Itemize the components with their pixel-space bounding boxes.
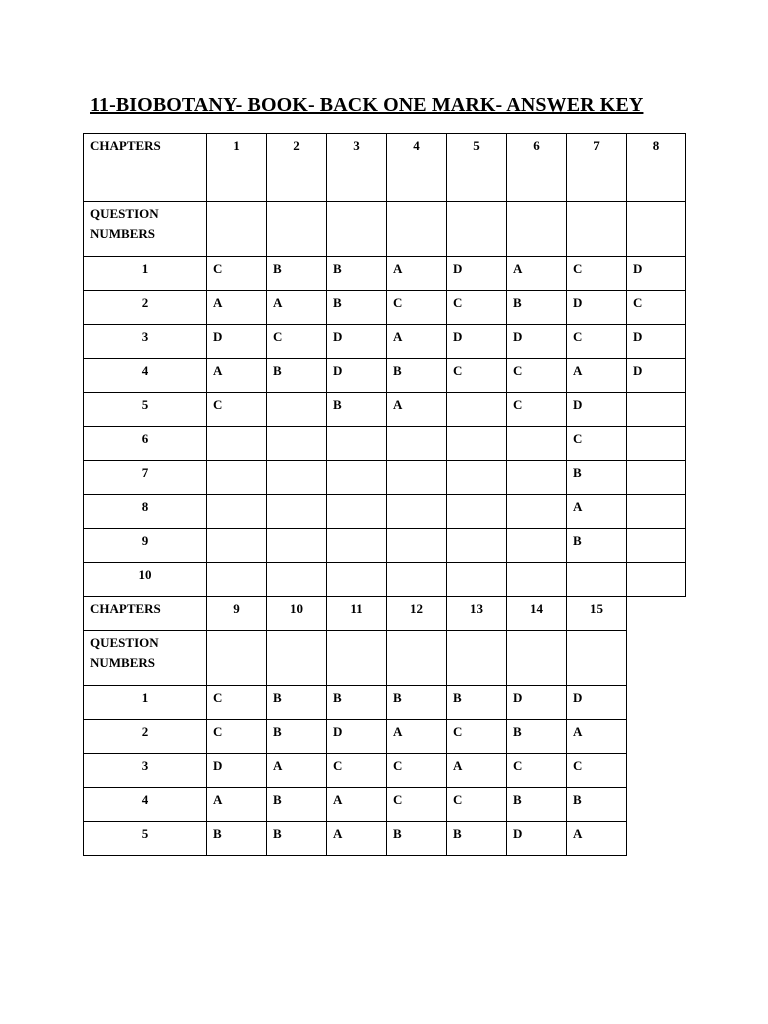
chapter-number: 14: [507, 597, 567, 631]
answer-cell: [387, 563, 447, 597]
answer-cell: D: [327, 720, 387, 754]
table-row: [84, 427, 686, 461]
answer-cell: C: [387, 291, 447, 325]
empty-cell: [447, 202, 507, 257]
chapter-number: 12: [387, 597, 447, 631]
answer-cell: [327, 427, 387, 461]
table-row: [84, 393, 686, 427]
answer-cell: [267, 495, 327, 529]
answer-cell: A: [327, 788, 387, 822]
chapter-number: 8: [627, 134, 686, 202]
answer-cell: B: [267, 359, 327, 393]
answer-cell: D: [507, 325, 567, 359]
empty-cell: [387, 202, 447, 257]
question-number: 4: [84, 788, 207, 822]
empty-cell: [507, 202, 567, 257]
question-numbers-row: [84, 631, 627, 686]
answer-cell: [627, 563, 686, 597]
answer-cell: [387, 461, 447, 495]
empty-cell: [207, 202, 267, 257]
table-row: [84, 563, 686, 597]
answer-key-table-chapters-1-8: [83, 133, 686, 597]
answer-cell: [627, 393, 686, 427]
question-number: 3: [84, 754, 207, 788]
answer-cell: A: [387, 325, 447, 359]
answer-cell: B: [507, 720, 567, 754]
answer-cell: B: [507, 291, 567, 325]
answer-cell: A: [387, 257, 447, 291]
answer-cell: D: [207, 754, 267, 788]
question-numbers-label: QUESTION NUMBERS: [84, 631, 207, 686]
empty-cell: [207, 631, 267, 686]
answer-cell: B: [327, 291, 387, 325]
answer-cell: [447, 393, 507, 427]
question-number: 3: [84, 325, 207, 359]
table-row: [84, 325, 686, 359]
chapters-label: CHAPTERS: [84, 134, 207, 202]
chapter-number: 3: [327, 134, 387, 202]
answer-cell: [327, 529, 387, 563]
empty-cell: [267, 202, 327, 257]
answer-cell: C: [447, 359, 507, 393]
answer-cell: C: [327, 754, 387, 788]
empty-cell: [447, 631, 507, 686]
answer-cell: [627, 461, 686, 495]
answer-cell: C: [387, 788, 447, 822]
answer-cell: A: [267, 754, 327, 788]
answer-cell: [447, 529, 507, 563]
chapter-number: 7: [567, 134, 627, 202]
answer-key-table-chapters-9-15: [83, 596, 627, 856]
answer-cell: [507, 495, 567, 529]
question-number: 10: [84, 563, 207, 597]
answer-cell: [627, 427, 686, 461]
answer-cell: B: [447, 822, 507, 856]
answer-cell: [507, 461, 567, 495]
answer-cell: A: [327, 822, 387, 856]
chapter-number: 5: [447, 134, 507, 202]
answer-cell: B: [507, 788, 567, 822]
answer-cell: C: [507, 393, 567, 427]
answer-cell: [207, 427, 267, 461]
table-row: [84, 529, 686, 563]
answer-cell: A: [207, 291, 267, 325]
chapter-number: 13: [447, 597, 507, 631]
answer-cell: B: [387, 686, 447, 720]
answer-cell: B: [267, 822, 327, 856]
answer-cell: D: [567, 393, 627, 427]
answer-cell: [627, 495, 686, 529]
answer-cell: A: [267, 291, 327, 325]
answer-cell: [327, 461, 387, 495]
answer-cell: [627, 529, 686, 563]
answer-cell: C: [507, 359, 567, 393]
table-row: [84, 822, 627, 856]
answer-cell: D: [507, 822, 567, 856]
question-number: 1: [84, 686, 207, 720]
table-row: [84, 291, 686, 325]
answer-cell: B: [567, 529, 627, 563]
answer-cell: D: [327, 325, 387, 359]
question-number: 7: [84, 461, 207, 495]
answer-cell: D: [447, 257, 507, 291]
answer-cell: A: [387, 393, 447, 427]
answer-cell: [207, 461, 267, 495]
answer-cell: B: [387, 822, 447, 856]
table-row: [84, 788, 627, 822]
answer-cell: [267, 461, 327, 495]
answer-cell: D: [327, 359, 387, 393]
answer-cell: [207, 495, 267, 529]
answer-cell: C: [627, 291, 686, 325]
table-row: [84, 720, 627, 754]
answer-cell: B: [327, 686, 387, 720]
answer-cell: A: [567, 720, 627, 754]
answer-cell: [267, 427, 327, 461]
table-row: [84, 495, 686, 529]
answer-cell: A: [567, 495, 627, 529]
empty-cell: [267, 631, 327, 686]
answer-cell: C: [507, 754, 567, 788]
answer-cell: [327, 563, 387, 597]
chapter-number: 10: [267, 597, 327, 631]
empty-cell: [327, 202, 387, 257]
answer-cell: D: [507, 686, 567, 720]
answer-cell: [447, 563, 507, 597]
answer-cell: [447, 461, 507, 495]
chapters-label: CHAPTERS: [84, 597, 207, 631]
answer-cell: D: [567, 686, 627, 720]
answer-cell: [327, 495, 387, 529]
answer-cell: D: [627, 325, 686, 359]
chapter-number: 9: [207, 597, 267, 631]
table-row: [84, 359, 686, 393]
empty-cell: [627, 202, 686, 257]
answer-cell: D: [447, 325, 507, 359]
page-title: 11-BIOBOTANY- BOOK- BACK ONE MARK- ANSWER KEY: [90, 94, 644, 116]
question-number: 1: [84, 257, 207, 291]
table-row: [84, 257, 686, 291]
answer-cell: B: [567, 788, 627, 822]
answer-cell: A: [567, 822, 627, 856]
answer-cell: [507, 563, 567, 597]
answer-cell: [267, 563, 327, 597]
table-row: [84, 754, 627, 788]
question-number: 2: [84, 291, 207, 325]
answer-cell: B: [327, 393, 387, 427]
answer-cell: [387, 529, 447, 563]
chapter-number: 4: [387, 134, 447, 202]
empty-cell: [567, 202, 627, 257]
answer-cell: D: [627, 257, 686, 291]
question-number: 5: [84, 393, 207, 427]
answer-cell: B: [567, 461, 627, 495]
question-number: 9: [84, 529, 207, 563]
empty-cell: [567, 631, 627, 686]
chapter-number: 15: [567, 597, 627, 631]
answer-cell: B: [267, 686, 327, 720]
answer-cell: B: [447, 686, 507, 720]
answer-cell: D: [567, 291, 627, 325]
answer-cell: [507, 529, 567, 563]
chapters-row: [84, 597, 627, 631]
answer-cell: B: [327, 257, 387, 291]
answer-cell: B: [267, 788, 327, 822]
answer-cell: A: [207, 359, 267, 393]
answer-cell: [447, 495, 507, 529]
chapter-number: 2: [267, 134, 327, 202]
chapter-number: 6: [507, 134, 567, 202]
answer-cell: B: [267, 257, 327, 291]
answer-cell: [507, 427, 567, 461]
answer-cell: C: [567, 325, 627, 359]
answer-cell: [447, 427, 507, 461]
chapter-number: 11: [327, 597, 387, 631]
answer-cell: C: [447, 788, 507, 822]
answer-cell: [267, 393, 327, 427]
answer-cell: C: [207, 393, 267, 427]
empty-cell: [327, 631, 387, 686]
answer-cell: C: [207, 686, 267, 720]
answer-cell: D: [207, 325, 267, 359]
table-row: [84, 461, 686, 495]
answer-cell: [387, 495, 447, 529]
question-number: 5: [84, 822, 207, 856]
question-number: 6: [84, 427, 207, 461]
answer-cell: B: [267, 720, 327, 754]
answer-cell: [567, 563, 627, 597]
answer-cell: D: [627, 359, 686, 393]
table-row: [84, 686, 627, 720]
answer-cell: C: [387, 754, 447, 788]
chapter-number: 1: [207, 134, 267, 202]
empty-cell: [507, 631, 567, 686]
question-number: 8: [84, 495, 207, 529]
question-numbers-row: [84, 202, 686, 257]
empty-cell: [387, 631, 447, 686]
answer-cell: [207, 563, 267, 597]
answer-cell: C: [447, 720, 507, 754]
answer-cell: C: [207, 257, 267, 291]
question-numbers-label: QUESTION NUMBERS: [84, 202, 207, 257]
answer-cell: [207, 529, 267, 563]
question-number: 4: [84, 359, 207, 393]
answer-cell: A: [207, 788, 267, 822]
chapters-row: [84, 134, 686, 202]
answer-cell: C: [567, 427, 627, 461]
answer-cell: A: [447, 754, 507, 788]
answer-cell: A: [387, 720, 447, 754]
answer-cell: C: [207, 720, 267, 754]
answer-cell: A: [507, 257, 567, 291]
answer-cell: C: [567, 257, 627, 291]
answer-cell: C: [267, 325, 327, 359]
question-number: 2: [84, 720, 207, 754]
answer-cell: [387, 427, 447, 461]
answer-cell: B: [207, 822, 267, 856]
answer-cell: C: [567, 754, 627, 788]
answer-cell: C: [447, 291, 507, 325]
answer-cell: A: [567, 359, 627, 393]
answer-cell: B: [387, 359, 447, 393]
answer-cell: [267, 529, 327, 563]
